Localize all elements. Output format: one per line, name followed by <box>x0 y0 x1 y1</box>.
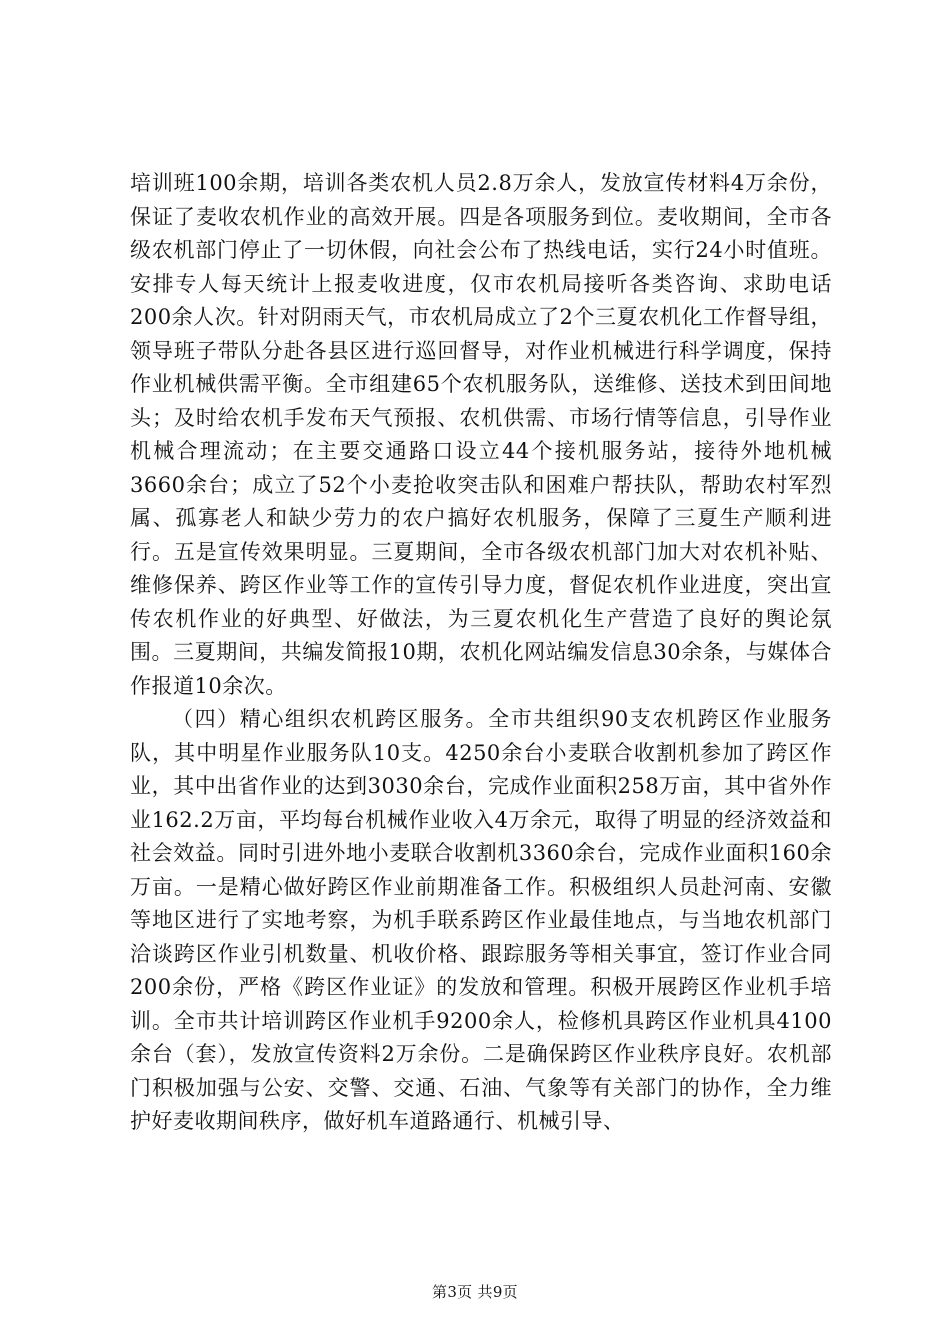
document-body <box>130 167 832 1139</box>
page-number-footer: 第3页 共9页 <box>432 1283 518 1301</box>
paragraph-section-four: （四）精心组织农机跨区服务。全市共组织90支农机跨区作业服务队，其中明星作业服务队10支。4250余台小麦联合收割机参加了跨区作业，其中出省作业的达到3030余台，完成作业面积258万亩，其中省外作业162.2万亩，平均每台机械作业收入4万余元，取得了明显的经济效益和社会效益。同时引进外地小麦联合收割机3360余台，完成作业面积160余万亩。一是精心做好跨区作业前期准备工作。积极组织人员赴河南、安徽等地区进行了实地考察，为机手联系跨区作业最佳地点，与当地农机部门洽谈跨区作业引机数量、机收价格、跟踪服务等相关事宜，签订作业合同200余份，严格《跨区作业证》的发放和管理。积极开展跨区作业机手培训。全市共计培训跨区作业机手9200余人，检修机具跨区作业机具4100余台（套），发放宣传资料2万余份。二是确保跨区作业秩序良好。农机部门积极加强与公安、交警、交通、石油、气象等有关部门的协作，全力维护好麦收期间秩序，做好机车道路通行、机械引导、 <box>130 707 832 1133</box>
paragraph-continuation: 培训班100余期，培训各类农机人员2.8万余人，发放宣传材料4万余份，保证了麦收农机作业的高效开展。四是各项服务到位。麦收期间，全市各级农机部门停止了一切休假，向社会公布了热线电话，实行24小时值班。安排专人每天统计上报麦收进度，仅市农机局接听各类咨询、求助电话200余人次。针对阴雨天气，市农机局成立了2个三夏农机化工作督导组，领导班子带队分赴各县区进行巡回督导，对作业机械进行科学调度，保持作业机械供需平衡。全市组建65个农机服务队，送维修、送技术到田间地头；及时给农机手发布天气预报、农机供需、市场行情等信息，引导作业机械合理流动；在主要交通路口设立44个接机服务站，接待外地机械3660余台；成立了52个小麦抢收突击队和困难户帮扶队，帮助农村军烈属、孤寡老人和缺少劳力的农户搞好农机服务，保障了三夏生产顺利进行。五是宣传效果明显。三夏期间，全市各级农机部门加大对农机补贴、维修保养、跨区作业等工作的宣传引导力度，督促农机作业进度，突出宣传农机作业的好典型、好做法，为三夏农机化生产营造了良好的舆论氛围。三夏期间，共编发简报10期，农机化网站编发信息30余条，与媒体合作报道10余次。 <box>130 171 832 698</box>
